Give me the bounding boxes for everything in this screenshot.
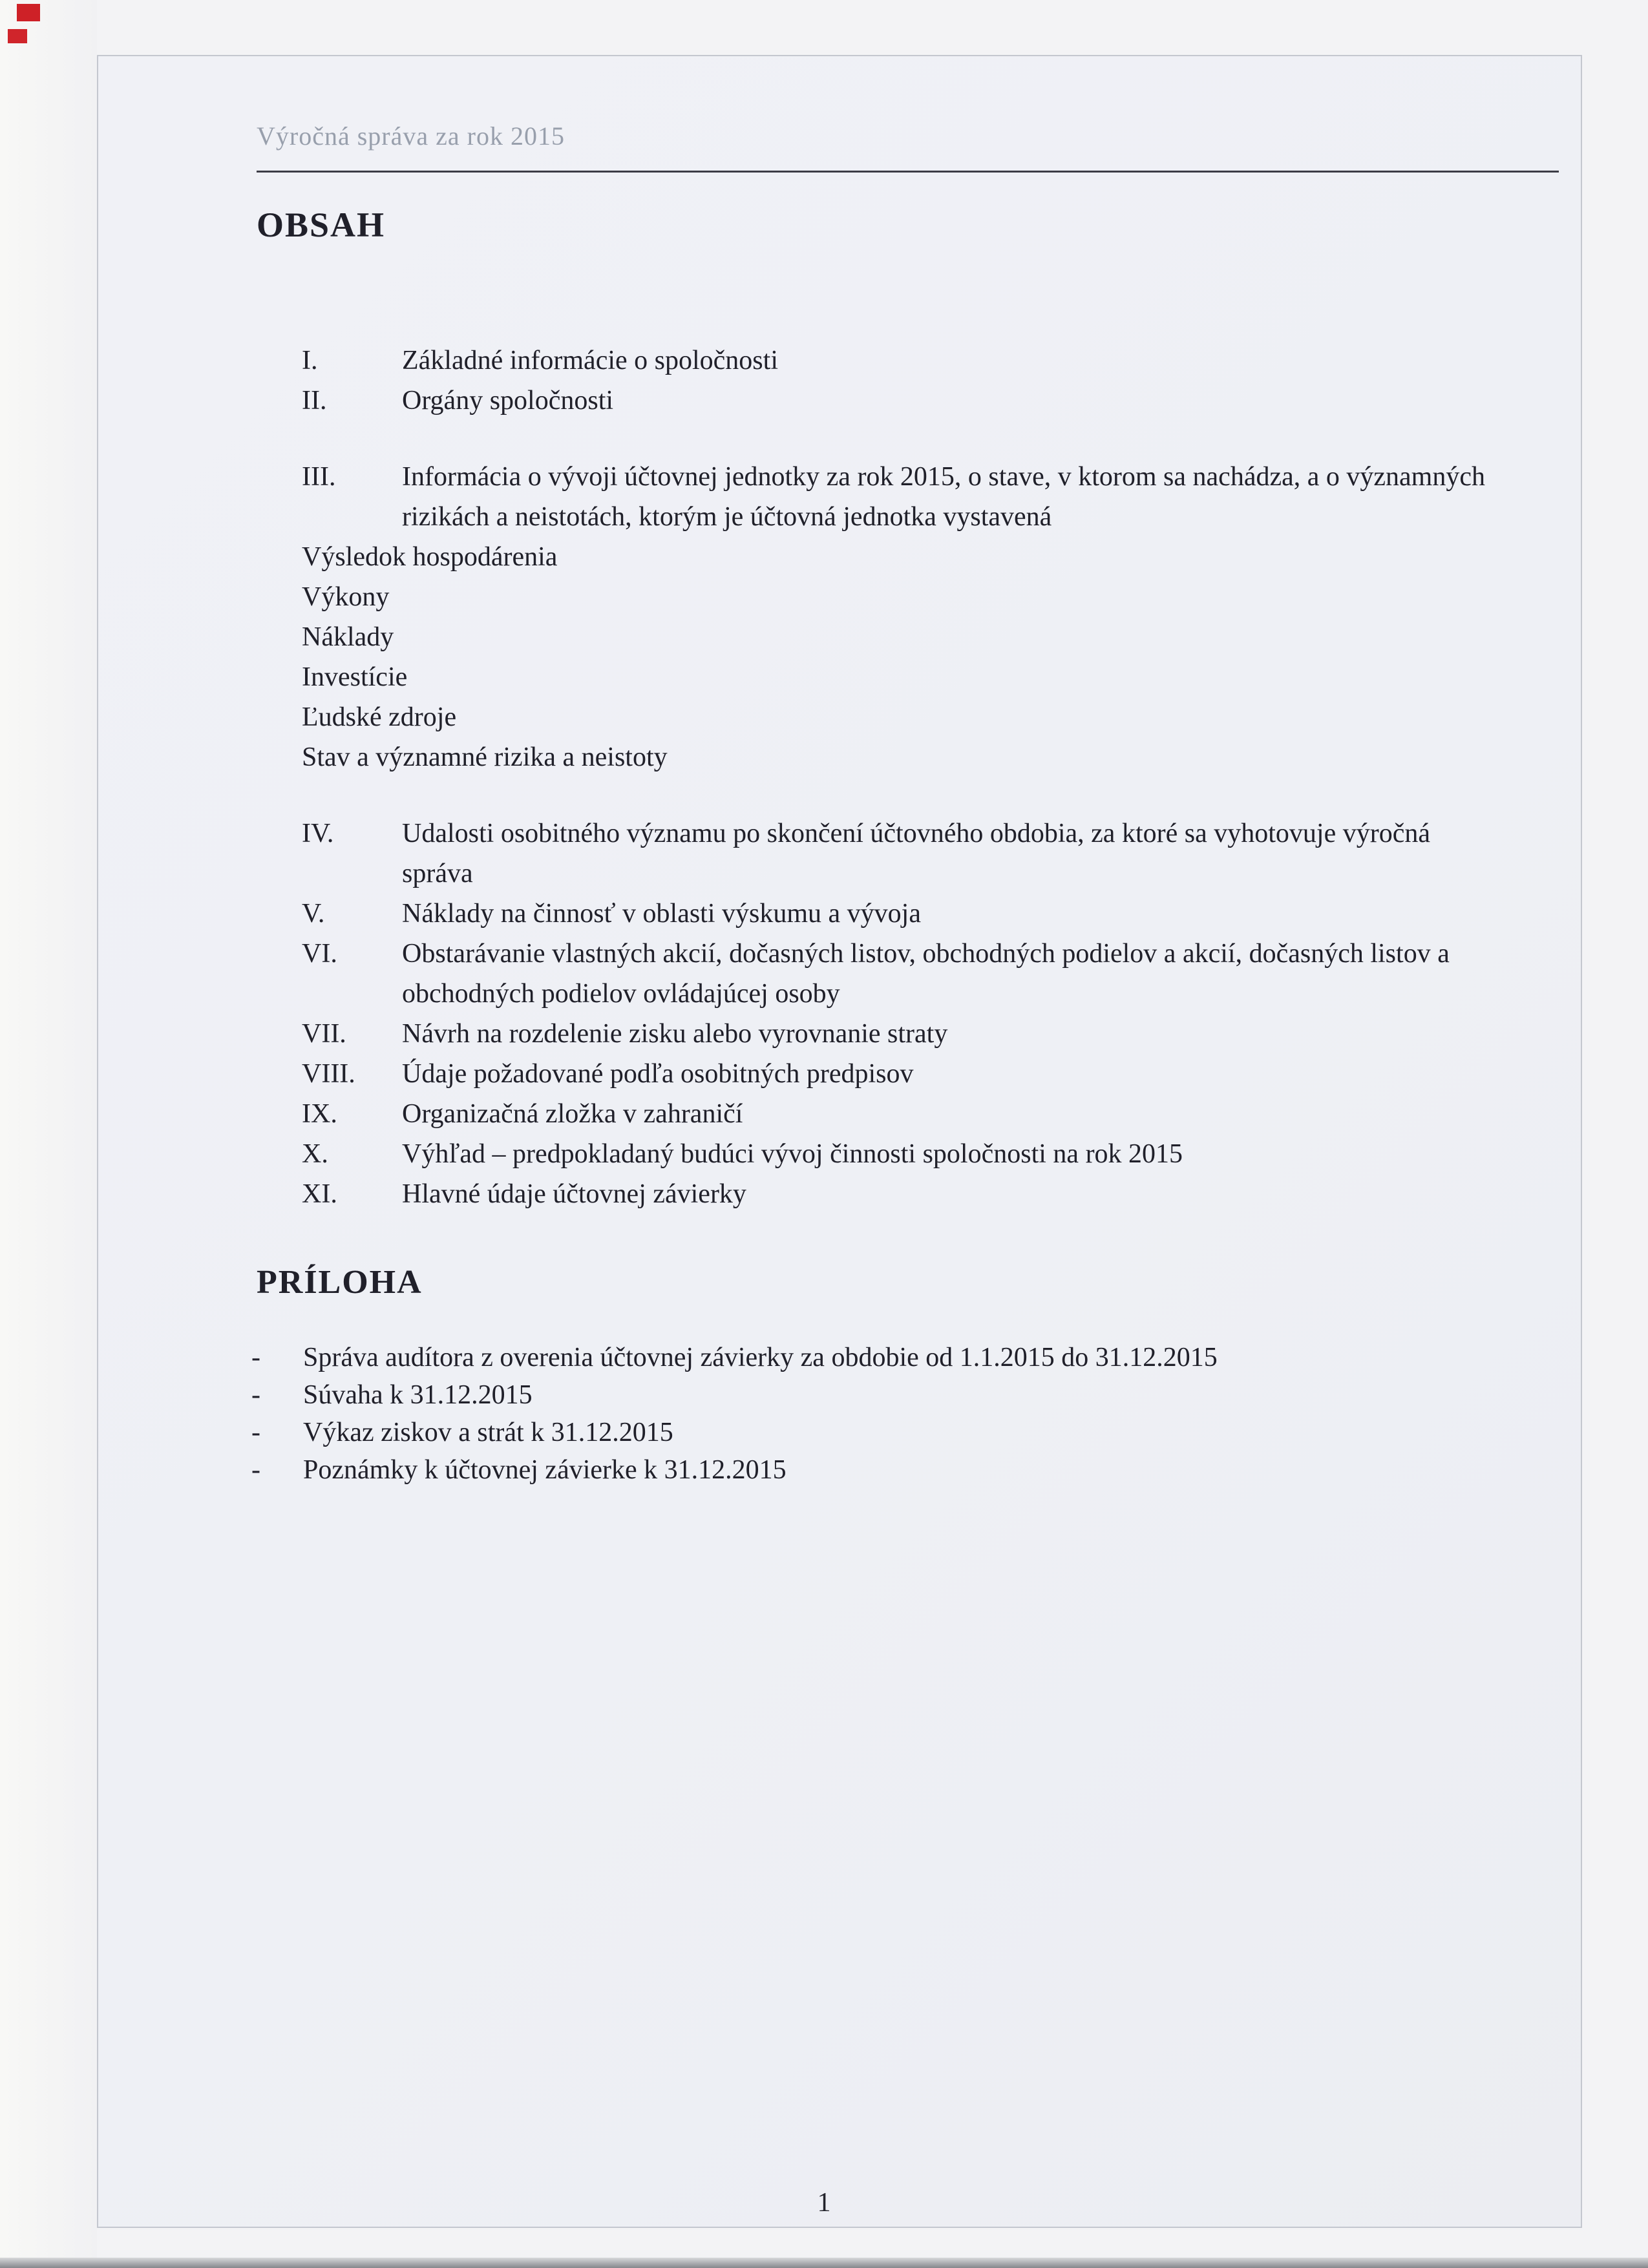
toc-item-text: Ľudské zdroje [302, 702, 457, 732]
toc-item [302, 1014, 1598, 1054]
red-scan-mark [8, 29, 27, 43]
toc-item-text: Obstarávanie vlastných akcií, dočasných listov, obchodných podielov a akcií, dočasných listov a obchodných podielov ovládajúcej osoby [402, 939, 1450, 1009]
priloha-item [251, 1376, 1598, 1414]
toc-item-number: II. [302, 386, 327, 415]
toc-block [302, 457, 1598, 777]
priloha-item-text: Súvaha k 31.12.2015 [303, 1380, 533, 1410]
priloha-item-text: Poznámky k účtovnej závierke k 31.12.2015 [303, 1455, 787, 1485]
red-scan-mark [17, 4, 40, 21]
toc-item-text: Výhľad – predpokladaný budúci vývoj činnosti spoločnosti na rok 2015 [402, 1139, 1183, 1169]
toc-item [302, 341, 1598, 381]
toc-item [302, 537, 1598, 577]
toc-item-number: X. [302, 1139, 328, 1169]
priloha-list [251, 1339, 1598, 1489]
priloha-item-dash: - [251, 1418, 260, 1447]
toc-item-number: III. [302, 462, 336, 492]
toc-item-text: Hlavné údaje účtovnej závierky [402, 1179, 746, 1209]
toc-item [302, 381, 1598, 421]
toc-block [302, 814, 1598, 1214]
priloha-item-dash: - [251, 1380, 260, 1410]
toc-item [302, 894, 1598, 934]
toc-item-text: Investície [302, 662, 408, 692]
toc-item-number: XI. [302, 1179, 337, 1209]
toc-item [302, 737, 1598, 777]
priloha-item-text: Výkaz ziskov a strát k 31.12.2015 [303, 1418, 673, 1447]
toc-item-text: Náklady [302, 622, 394, 652]
page-content [251, 121, 1598, 1489]
toc-item [302, 1134, 1598, 1174]
toc-item [302, 657, 1598, 697]
document-page [97, 55, 1582, 2228]
toc-item-number: VIII. [302, 1059, 355, 1089]
toc-item-number: VII. [302, 1019, 346, 1049]
priloha-item [251, 1414, 1598, 1451]
toc-item-number: IX. [302, 1099, 337, 1129]
toc-item [302, 934, 1598, 1014]
priloha-item-dash: - [251, 1455, 260, 1485]
toc-item [302, 617, 1598, 657]
document-header: Výročná správa za rok 2015 [257, 121, 565, 151]
page-number: 1 [817, 2188, 831, 2218]
toc-item-text: Náklady na činnosť v oblasti výskumu a vývoja [402, 899, 921, 929]
toc-list [302, 341, 1598, 1214]
toc-item [302, 1174, 1598, 1214]
toc-item-number: VI. [302, 939, 337, 969]
toc-item [302, 577, 1598, 617]
toc-block [302, 341, 1598, 421]
priloha-title: PRÍLOHA [257, 1264, 423, 1301]
toc-item-text: Udalosti osobitného významu po skončení účtovného obdobia, za ktoré sa vyhotovuje výročná správa [402, 819, 1430, 888]
toc-item [302, 1094, 1598, 1134]
toc-item-text: Výkony [302, 582, 390, 612]
priloha-item-dash: - [251, 1343, 260, 1372]
toc-title: OBSAH [257, 205, 386, 244]
toc-item-text: Základné informácie o spoločnosti [402, 346, 778, 375]
toc-item [302, 697, 1598, 737]
toc-item-text: Organizačná zložka v zahraničí [402, 1099, 743, 1129]
toc-item-number: V. [302, 899, 325, 929]
scan-left-margin [0, 0, 97, 2268]
toc-item-text: Výsledok hospodárenia [302, 542, 558, 572]
priloha-item [251, 1451, 1598, 1489]
header-rule [257, 171, 1559, 173]
toc-item-text: Údaje požadované podľa osobitných predpisov [402, 1059, 914, 1089]
toc-item [302, 457, 1598, 537]
toc-item [302, 1054, 1598, 1094]
toc-item-text: Návrh na rozdelenie zisku alebo vyrovnanie straty [402, 1019, 948, 1049]
toc-item-number: I. [302, 346, 318, 375]
toc-item-text: Informácia o vývoji účtovnej jednotky za rok 2015, o stave, v ktorom sa nachádza, a o významných rizikách a neistotách, ktorým je účtovná jednotka vystavená [402, 462, 1485, 532]
toc-item-text: Orgány spoločnosti [402, 386, 614, 415]
toc-item [302, 814, 1598, 894]
toc-item-number: IV. [302, 819, 334, 848]
priloha-item [251, 1339, 1598, 1376]
scan-bottom-edge [0, 2258, 1648, 2268]
priloha-item-text: Správa audítora z overenia účtovnej závierky za obdobie od 1.1.2015 do 31.12.2015 [303, 1343, 1218, 1372]
toc-item-text: Stav a významné rizika a neistoty [302, 742, 668, 772]
